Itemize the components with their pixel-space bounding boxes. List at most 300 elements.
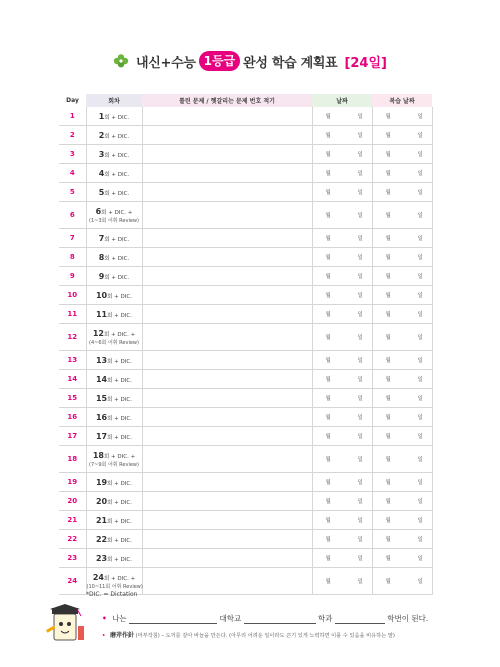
month-label: 월 xyxy=(385,274,391,280)
round-number: 10 xyxy=(95,290,108,300)
round-suffix: 회 + DIC. xyxy=(107,377,132,384)
month-label: 월 xyxy=(385,293,391,299)
day-unit-label: 일 xyxy=(357,171,363,177)
year-blank[interactable] xyxy=(335,614,385,624)
review-date-cell[interactable] xyxy=(372,145,432,164)
day-unit-label: 일 xyxy=(417,133,423,139)
study-date-cell[interactable] xyxy=(312,549,372,568)
month-label: 월 xyxy=(325,415,331,421)
proverb-text: – 도끼를 갈아 바늘을 만든다. (아무리 어려운 일이라도 끈기 있게 노력하면 이룰 수 있음을 비유하는 말) xyxy=(161,633,395,639)
clover-icon xyxy=(113,53,129,69)
review-date-cell[interactable] xyxy=(372,305,432,324)
month-label: 월 xyxy=(325,293,331,299)
round-number: 23 xyxy=(95,553,108,563)
day-number: 6 xyxy=(59,202,86,229)
pledge-bullet: • xyxy=(102,614,107,623)
day-unit-label: 일 xyxy=(417,312,423,318)
round-suffix: 회 + DIC. xyxy=(104,255,130,262)
table-row xyxy=(59,511,432,530)
memo-cell[interactable] xyxy=(142,183,312,202)
month-label: 월 xyxy=(325,434,331,440)
table-row xyxy=(59,107,432,126)
month-label: 월 xyxy=(385,518,391,524)
department-blank[interactable] xyxy=(244,614,316,624)
study-date-cell[interactable] xyxy=(312,248,372,267)
day-number: 3 xyxy=(59,145,86,164)
day-unit-label: 일 xyxy=(357,152,363,158)
month-label: 월 xyxy=(385,457,391,463)
day-unit-label: 일 xyxy=(417,114,423,120)
review-date-cell[interactable] xyxy=(372,248,432,267)
review-date-cell[interactable] xyxy=(372,511,432,530)
table-row xyxy=(59,530,432,549)
table-row xyxy=(59,126,432,145)
month-label: 월 xyxy=(325,537,331,543)
round-cell xyxy=(86,324,142,351)
memo-cell[interactable] xyxy=(142,145,312,164)
table-row xyxy=(59,183,432,202)
day-number: 8 xyxy=(59,248,86,267)
round-number: 24 xyxy=(92,572,104,582)
review-note: (10~11회 어휘 Review) xyxy=(86,583,143,590)
proverb-line xyxy=(102,630,395,639)
round-cell xyxy=(86,446,142,473)
round-number: 6 xyxy=(95,206,102,216)
table-row xyxy=(59,145,432,164)
month-label: 월 xyxy=(325,190,331,196)
table-row xyxy=(59,305,432,324)
month-label: 월 xyxy=(325,335,331,341)
study-plan-table xyxy=(59,94,433,595)
round-cell xyxy=(86,229,142,248)
review-date-cell[interactable] xyxy=(372,324,432,351)
round-number: 21 xyxy=(95,515,108,525)
table-row xyxy=(59,248,432,267)
review-note: (7~9회 어휘 Review) xyxy=(89,461,139,468)
day-unit-label: 일 xyxy=(357,274,363,280)
month-label: 월 xyxy=(385,190,391,196)
round-cell xyxy=(86,248,142,267)
round-cell xyxy=(86,511,142,530)
table-row xyxy=(59,446,432,473)
round-number: 12 xyxy=(92,328,104,338)
school-blank[interactable] xyxy=(129,614,217,624)
day-unit-label: 일 xyxy=(417,518,423,524)
memo-cell[interactable] xyxy=(142,446,312,473)
round-suffix: 회 + DIC. xyxy=(107,396,132,403)
review-date-cell[interactable] xyxy=(372,568,432,595)
pledge-dept: 학과 xyxy=(318,614,333,623)
round-number: 4 xyxy=(98,168,105,178)
header-round: 회차 xyxy=(86,94,142,107)
day-number: 13 xyxy=(59,351,86,370)
table-header-row xyxy=(59,94,432,107)
table-row xyxy=(59,164,432,183)
study-date-cell[interactable] xyxy=(312,229,372,248)
study-date-cell[interactable] xyxy=(312,530,372,549)
memo-cell[interactable] xyxy=(142,229,312,248)
round-number: 13 xyxy=(95,355,108,365)
round-cell xyxy=(86,145,142,164)
table-row xyxy=(59,389,432,408)
round-cell xyxy=(86,473,142,492)
month-label: 월 xyxy=(385,335,391,341)
review-date-cell[interactable] xyxy=(372,473,432,492)
memo-cell[interactable] xyxy=(142,164,312,183)
round-number: 7 xyxy=(98,233,105,243)
month-label: 월 xyxy=(325,396,331,402)
month-label: 월 xyxy=(385,537,391,543)
month-label: 월 xyxy=(325,274,331,280)
day-unit-label: 일 xyxy=(417,457,423,463)
day-unit-label: 일 xyxy=(357,358,363,364)
memo-cell[interactable] xyxy=(142,511,312,530)
page-title xyxy=(0,49,500,73)
day-unit-label: 일 xyxy=(417,480,423,486)
month-label: 월 xyxy=(325,236,331,242)
round-suffix: 회 + DIC. xyxy=(107,518,132,525)
review-date-cell[interactable] xyxy=(372,389,432,408)
day-unit-label: 일 xyxy=(417,255,423,261)
round-suffix: 회 + DIC. xyxy=(107,358,132,365)
month-label: 월 xyxy=(325,255,331,261)
table-row xyxy=(59,549,432,568)
day-unit-label: 일 xyxy=(417,274,423,280)
day-unit-label: 일 xyxy=(357,499,363,505)
round-cell xyxy=(86,530,142,549)
study-date-cell[interactable] xyxy=(312,183,372,202)
study-date-cell[interactable] xyxy=(312,324,372,351)
study-date-cell[interactable] xyxy=(312,126,372,145)
round-suffix: 회 + DIC. xyxy=(104,190,130,197)
day-number: 7 xyxy=(59,229,86,248)
round-number: 14 xyxy=(95,374,108,384)
header-review-date: 복습 날짜 xyxy=(372,94,432,107)
review-date-cell[interactable] xyxy=(372,126,432,145)
day-unit-label: 일 xyxy=(417,152,423,158)
round-suffix: 회 + DIC. xyxy=(104,236,130,243)
review-date-cell[interactable] xyxy=(372,549,432,568)
header-date: 날짜 xyxy=(312,94,372,107)
round-number: 2 xyxy=(98,130,105,140)
header-memo: 틀린 문제 / 헷갈리는 문제 번호 적기 xyxy=(142,94,312,107)
month-label: 월 xyxy=(325,579,331,585)
month-label: 월 xyxy=(385,255,391,261)
header-day: Day xyxy=(59,94,86,107)
round-suffix: 회 + DIC. xyxy=(107,293,132,300)
review-date-cell[interactable] xyxy=(372,183,432,202)
review-date-cell[interactable] xyxy=(372,107,432,126)
month-label: 월 xyxy=(385,579,391,585)
day-unit-label: 일 xyxy=(417,377,423,383)
memo-cell[interactable] xyxy=(142,370,312,389)
memo-cell[interactable] xyxy=(142,492,312,511)
memo-cell[interactable] xyxy=(142,305,312,324)
day-unit-label: 일 xyxy=(417,213,423,219)
round-suffix: 회 + DIC. xyxy=(107,434,132,441)
memo-cell[interactable] xyxy=(142,267,312,286)
memo-cell[interactable] xyxy=(142,351,312,370)
day-number: 12 xyxy=(59,324,86,351)
month-label: 월 xyxy=(385,312,391,318)
review-date-cell[interactable] xyxy=(372,286,432,305)
day-unit-label: 일 xyxy=(357,518,363,524)
day-number: 15 xyxy=(59,389,86,408)
proverb-bullet: • xyxy=(102,633,106,639)
round-cell xyxy=(86,164,142,183)
review-date-cell[interactable] xyxy=(372,427,432,446)
title-suffix: 완성 학습 계획표 xyxy=(243,55,338,71)
day-unit-label: 일 xyxy=(417,556,423,562)
day-unit-label: 일 xyxy=(357,133,363,139)
study-date-cell[interactable] xyxy=(312,202,372,229)
round-cell xyxy=(86,370,142,389)
day-number: 20 xyxy=(59,492,86,511)
memo-cell[interactable] xyxy=(142,473,312,492)
pledge-school: 대학교 xyxy=(219,614,242,623)
study-date-cell[interactable] xyxy=(312,370,372,389)
study-date-cell[interactable] xyxy=(312,408,372,427)
study-date-cell[interactable] xyxy=(312,305,372,324)
month-label: 월 xyxy=(385,358,391,364)
study-date-cell[interactable] xyxy=(312,107,372,126)
title-days: [24일] xyxy=(344,55,387,71)
day-unit-label: 일 xyxy=(357,556,363,562)
day-unit-label: 일 xyxy=(357,236,363,242)
day-number: 18 xyxy=(59,446,86,473)
pledge-class-year: 학번이 된다. xyxy=(387,614,429,623)
month-label: 월 xyxy=(385,114,391,120)
day-unit-label: 일 xyxy=(417,293,423,299)
study-date-cell[interactable] xyxy=(312,389,372,408)
round-cell xyxy=(86,305,142,324)
round-cell xyxy=(86,492,142,511)
day-number: 9 xyxy=(59,267,86,286)
day-unit-label: 일 xyxy=(357,480,363,486)
review-date-cell[interactable] xyxy=(372,370,432,389)
table-row xyxy=(59,286,432,305)
month-label: 월 xyxy=(385,415,391,421)
day-number: 2 xyxy=(59,126,86,145)
month-label: 월 xyxy=(325,312,331,318)
round-suffix: 회 + DIC. xyxy=(107,415,132,422)
round-cell xyxy=(86,427,142,446)
day-number: 22 xyxy=(59,530,86,549)
day-number: 4 xyxy=(59,164,86,183)
day-unit-label: 일 xyxy=(357,335,363,341)
table-row xyxy=(59,202,432,229)
day-unit-label: 일 xyxy=(357,293,363,299)
month-label: 월 xyxy=(325,152,331,158)
review-date-cell[interactable] xyxy=(372,408,432,427)
month-label: 월 xyxy=(325,518,331,524)
round-number: 19 xyxy=(95,477,108,487)
memo-cell[interactable] xyxy=(142,126,312,145)
day-number: 1 xyxy=(59,107,86,126)
month-label: 월 xyxy=(385,396,391,402)
day-unit-label: 일 xyxy=(417,396,423,402)
day-unit-label: 일 xyxy=(417,335,423,341)
month-label: 월 xyxy=(325,213,331,219)
study-date-cell[interactable] xyxy=(312,427,372,446)
day-unit-label: 일 xyxy=(417,171,423,177)
month-label: 월 xyxy=(385,213,391,219)
memo-cell[interactable] xyxy=(142,202,312,229)
day-number: 11 xyxy=(59,305,86,324)
round-number: 11 xyxy=(95,309,108,319)
month-label: 월 xyxy=(385,480,391,486)
round-number: 8 xyxy=(98,252,105,262)
review-date-cell[interactable] xyxy=(372,267,432,286)
month-label: 월 xyxy=(385,499,391,505)
round-suffix: 회 + DIC. + xyxy=(103,331,136,338)
study-date-cell[interactable] xyxy=(312,446,372,473)
round-cell xyxy=(86,126,142,145)
table-row xyxy=(59,267,432,286)
review-note: (4~6회 어휘 Review) xyxy=(89,339,139,346)
study-date-cell[interactable] xyxy=(312,568,372,595)
round-suffix: 회 + DIC. xyxy=(107,480,132,487)
round-number: 20 xyxy=(95,496,108,506)
table-row xyxy=(59,427,432,446)
day-unit-label: 일 xyxy=(357,255,363,261)
study-date-cell[interactable] xyxy=(312,511,372,530)
study-date-cell[interactable] xyxy=(312,351,372,370)
round-number: 3 xyxy=(98,149,105,159)
round-cell xyxy=(86,202,142,229)
round-suffix: 회 + DIC. xyxy=(104,274,130,281)
mascot-illustration xyxy=(44,604,92,648)
round-cell xyxy=(86,408,142,427)
review-date-cell[interactable] xyxy=(372,446,432,473)
study-date-cell[interactable] xyxy=(312,286,372,305)
memo-cell[interactable] xyxy=(142,530,312,549)
day-number: 19 xyxy=(59,473,86,492)
month-label: 월 xyxy=(385,152,391,158)
table-row xyxy=(59,324,432,351)
review-date-cell[interactable] xyxy=(372,202,432,229)
round-suffix: 회 + DIC. xyxy=(107,499,132,506)
round-number: 18 xyxy=(92,450,104,460)
round-cell xyxy=(86,389,142,408)
day-unit-label: 일 xyxy=(357,434,363,440)
day-unit-label: 일 xyxy=(357,377,363,383)
table-row xyxy=(59,492,432,511)
study-date-cell[interactable] xyxy=(312,473,372,492)
month-label: 월 xyxy=(385,236,391,242)
table-row xyxy=(59,408,432,427)
day-unit-label: 일 xyxy=(417,236,423,242)
review-date-cell[interactable] xyxy=(372,530,432,549)
round-cell xyxy=(86,183,142,202)
table-row xyxy=(59,351,432,370)
memo-cell[interactable] xyxy=(142,389,312,408)
round-suffix: 회 + DIC. xyxy=(107,556,132,563)
day-unit-label: 일 xyxy=(417,434,423,440)
month-label: 월 xyxy=(385,171,391,177)
month-label: 월 xyxy=(325,457,331,463)
month-label: 월 xyxy=(325,114,331,120)
review-date-cell[interactable] xyxy=(372,164,432,183)
memo-cell[interactable] xyxy=(142,286,312,305)
month-label: 월 xyxy=(325,377,331,383)
round-cell xyxy=(86,267,142,286)
day-number: 23 xyxy=(59,549,86,568)
day-unit-label: 일 xyxy=(357,457,363,463)
day-unit-label: 일 xyxy=(357,213,363,219)
day-unit-label: 일 xyxy=(417,537,423,543)
day-unit-label: 일 xyxy=(417,190,423,196)
day-unit-label: 일 xyxy=(357,312,363,318)
day-number: 5 xyxy=(59,183,86,202)
round-cell xyxy=(86,549,142,568)
round-suffix: 회 + DIC. xyxy=(104,114,130,121)
round-suffix: 회 + DIC. xyxy=(107,312,132,319)
review-date-cell[interactable] xyxy=(372,492,432,511)
month-label: 월 xyxy=(385,434,391,440)
study-date-cell[interactable] xyxy=(312,492,372,511)
title-prefix: 내신+수능 xyxy=(136,55,196,71)
day-number: 10 xyxy=(59,286,86,305)
day-unit-label: 일 xyxy=(357,579,363,585)
round-cell xyxy=(86,107,142,126)
day-unit-label: 일 xyxy=(357,537,363,543)
day-number: 21 xyxy=(59,511,86,530)
study-date-cell[interactable] xyxy=(312,145,372,164)
review-date-cell[interactable] xyxy=(372,229,432,248)
month-label: 월 xyxy=(385,377,391,383)
day-unit-label: 일 xyxy=(357,415,363,421)
round-suffix: 회 + DIC. xyxy=(104,133,130,140)
day-number: 16 xyxy=(59,408,86,427)
day-unit-label: 일 xyxy=(417,579,423,585)
day-unit-label: 일 xyxy=(357,396,363,402)
month-label: 월 xyxy=(325,133,331,139)
round-cell xyxy=(86,351,142,370)
round-number: 16 xyxy=(95,412,108,422)
day-number: 17 xyxy=(59,427,86,446)
grade-badge: 1등급 xyxy=(199,51,241,71)
memo-cell[interactable] xyxy=(142,408,312,427)
study-date-cell[interactable] xyxy=(312,267,372,286)
memo-cell[interactable] xyxy=(142,549,312,568)
footnote: *DIC. = Dictation xyxy=(86,591,138,598)
study-date-cell[interactable] xyxy=(312,164,372,183)
month-label: 월 xyxy=(325,556,331,562)
month-label: 월 xyxy=(325,358,331,364)
round-suffix: 회 + DIC. xyxy=(104,152,130,159)
round-suffix: 회 + DIC. + xyxy=(103,575,136,582)
month-label: 월 xyxy=(385,133,391,139)
memo-cell[interactable] xyxy=(142,248,312,267)
round-suffix: 회 + DIC. + xyxy=(103,453,136,460)
review-date-cell[interactable] xyxy=(372,351,432,370)
month-label: 월 xyxy=(385,556,391,562)
memo-cell[interactable] xyxy=(142,324,312,351)
review-note: (1~3회 어휘 Review) xyxy=(89,217,139,224)
round-number: 5 xyxy=(98,187,105,197)
memo-cell[interactable] xyxy=(142,568,312,595)
day-unit-label: 일 xyxy=(357,190,363,196)
round-suffix: 회 + DIC. xyxy=(104,171,130,178)
memo-cell[interactable] xyxy=(142,107,312,126)
month-label: 월 xyxy=(325,480,331,486)
round-number: 9 xyxy=(98,271,105,281)
memo-cell[interactable] xyxy=(142,427,312,446)
round-suffix: 회 + DIC. xyxy=(107,537,132,544)
round-suffix: 회 + DIC. + xyxy=(101,209,133,216)
proverb-reading: (마부작침) xyxy=(135,633,160,639)
